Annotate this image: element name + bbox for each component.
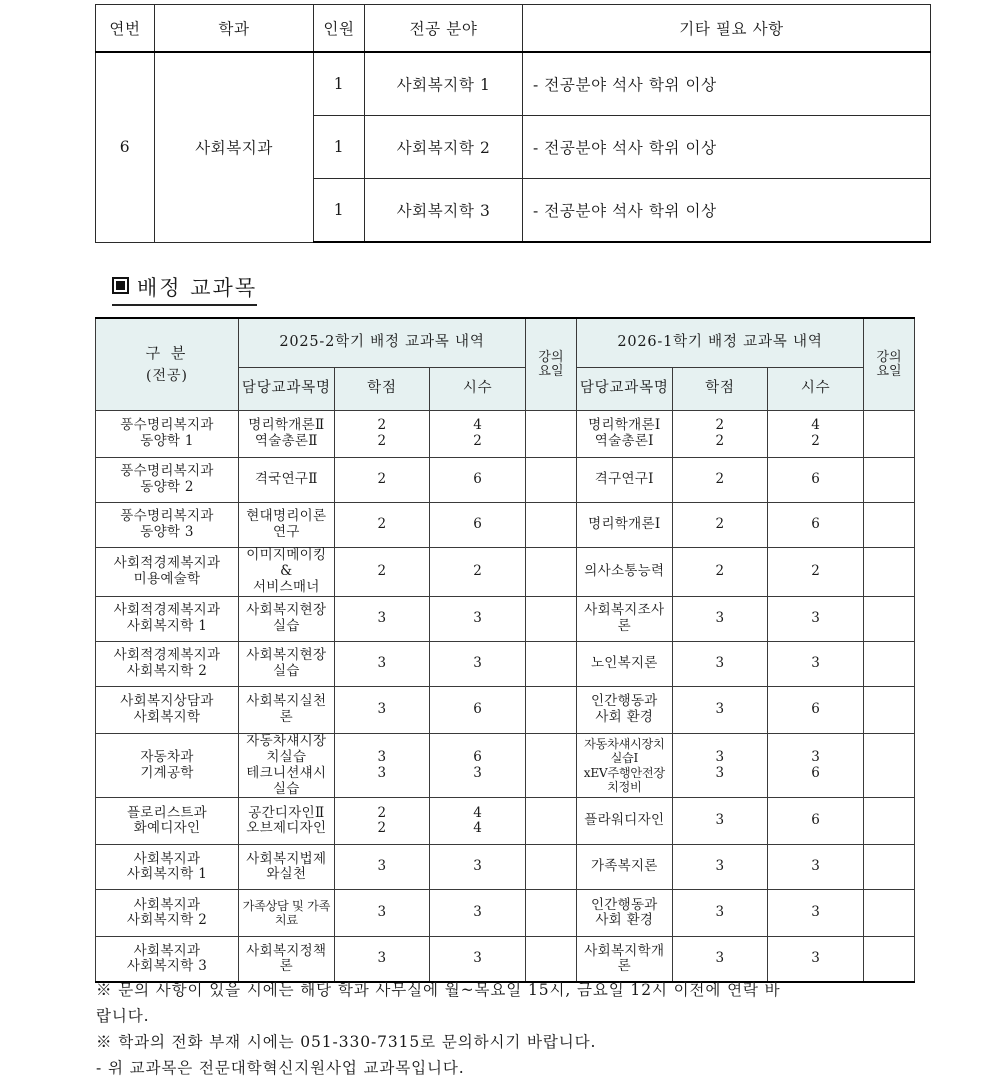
- header-cell-no: 연번: [96, 5, 155, 53]
- header-cell-division: [96, 318, 239, 411]
- cell-t2-name: 자동차섀시장치실습Ⅰ xEV주행안전장치정비: [576, 733, 672, 798]
- cell-t2-name: 노인복지론: [576, 641, 672, 686]
- header-division-line2: (전공): [146, 368, 188, 385]
- table-row: [96, 52, 931, 116]
- footnote-line: 랍니다.: [96, 1007, 150, 1026]
- cell-division: 사회복지과 사회복지학 2: [96, 890, 239, 937]
- cell-t1-day: [525, 458, 576, 503]
- cell-t1-name: 사회복지현장실습: [239, 596, 335, 641]
- cell-t1-hours: 4 2: [430, 411, 526, 458]
- cell-t1-name: 사회복지현장실습: [239, 641, 335, 686]
- cell-t2-hours: 4 2: [768, 411, 864, 458]
- footnote-line: ※ 문의 사항이 있을 시에는 해당 학과 사무실에 월~목요일 15시, 금요일 12시 이전에 연락 바: [96, 981, 781, 999]
- cell-t1-day: [525, 798, 576, 845]
- cell-t2-credit: 2: [672, 458, 768, 503]
- cell-t1-name: 사회복지정책론: [239, 937, 335, 983]
- cell-t2-day: [864, 937, 915, 983]
- cell-t1-credit: 2: [334, 503, 430, 548]
- cell-t2-name: 인간행동과 사회 환경: [576, 686, 672, 733]
- cell-division: 사회적경제복지과 미용예술학: [96, 548, 239, 597]
- header-cell-notes: 기타 필요 사항: [523, 5, 931, 53]
- cell-t1-name: 공간디자인Ⅱ 오브제디자인: [239, 798, 335, 845]
- cell-division: 사회적경제복지과 사회복지학 2: [96, 641, 239, 686]
- cell-t2-hours: 3: [768, 937, 864, 983]
- cell-t1-credit: 3: [334, 890, 430, 937]
- footnote-line: - 위 교과목은 전문대학혁신지원사업 교과목입니다.: [96, 1059, 465, 1078]
- cell-division: 사회복지과 사회복지학 1: [96, 845, 239, 890]
- cell-t1-hours: 4 4: [430, 798, 526, 845]
- cell-t1-day: [525, 411, 576, 458]
- table-row: [96, 890, 915, 937]
- footnote-line: ※ 학과의 전화 부재 시에는 051-330-7315로 문의하시기 바랍니다.: [96, 1033, 597, 1052]
- cell-t1-credit: 3: [334, 596, 430, 641]
- cell-t2-hours: 6: [768, 798, 864, 845]
- cell-t1-day: [525, 641, 576, 686]
- cell-t2-credit: 3 3: [672, 733, 768, 798]
- header-cell-dept: 학과: [155, 5, 314, 53]
- header-cell-term-2025-2: 2025-2학기 배정 교과목 내역: [239, 318, 526, 368]
- cell-t2-day: [864, 686, 915, 733]
- recruitment-table: [95, 4, 931, 243]
- cell-t2-name: 의사소통능력: [576, 548, 672, 597]
- cell-t1-credit: 3: [334, 686, 430, 733]
- cell-t2-name: 플라워디자인: [576, 798, 672, 845]
- table-header-row: [96, 5, 931, 53]
- header-cell-hours-t2: 시수: [768, 368, 864, 411]
- cell-t2-hours: 3: [768, 845, 864, 890]
- table-row: [96, 548, 915, 597]
- cell-t1-name: 명리학개론Ⅱ 역술총론Ⅱ: [239, 411, 335, 458]
- cell-t2-credit: 3: [672, 890, 768, 937]
- header-day-line1: 강의: [876, 349, 902, 365]
- table-row: [96, 411, 915, 458]
- cell-t1-day: [525, 503, 576, 548]
- cell-t2-credit: 3: [672, 641, 768, 686]
- cell-t2-credit: 2: [672, 548, 768, 597]
- cell-major: 사회복지학 2: [365, 116, 523, 179]
- header-cell-lecture-day-t1: [525, 318, 576, 411]
- header-division-line1: 구 분: [145, 343, 189, 362]
- cell-t2-day: [864, 411, 915, 458]
- cell-division: 사회적경제복지과 사회복지학 1: [96, 596, 239, 641]
- cell-t2-hours: 6: [768, 686, 864, 733]
- cell-t2-day: [864, 458, 915, 503]
- cell-t1-credit: 3: [334, 641, 430, 686]
- cell-t2-day: [864, 798, 915, 845]
- header-cell-major: 전공 분야: [365, 5, 523, 53]
- cell-t2-day: [864, 503, 915, 548]
- cell-t1-credit: 3: [334, 845, 430, 890]
- cell-t1-credit: 3 3: [334, 733, 430, 798]
- recruitment-table-header: [96, 5, 931, 53]
- cell-division: 풍수명리복지과 동양학 2: [96, 458, 239, 503]
- cell-department: 사회복지과: [155, 52, 314, 242]
- cell-t2-credit: 3: [672, 596, 768, 641]
- recruitment-table-body: [96, 52, 931, 242]
- cell-t1-credit: 2: [334, 548, 430, 597]
- cell-t1-hours: 6: [430, 686, 526, 733]
- header-day-line2: 요일: [538, 363, 564, 379]
- cell-major: 사회복지학 3: [365, 179, 523, 243]
- table-row: [96, 641, 915, 686]
- cell-t1-name: 자동차섀시장치실습 테크니션섀시실습: [239, 733, 335, 798]
- header-cell-course-name-t2: 담당교과목명: [576, 368, 672, 411]
- cell-t2-day: [864, 845, 915, 890]
- cell-division: 풍수명리복지과 동양학 1: [96, 411, 239, 458]
- cell-t2-name: 사회복지학개론: [576, 937, 672, 983]
- cell-count: 1: [314, 52, 365, 116]
- cell-t1-credit: 3: [334, 937, 430, 983]
- cell-division: 사회복지과 사회복지학 3: [96, 937, 239, 983]
- table-row: [96, 937, 915, 983]
- cell-t1-name: 현대명리이론연구: [239, 503, 335, 548]
- cell-t1-day: [525, 845, 576, 890]
- header-cell-term-2026-1: 2026-1학기 배정 교과목 내역: [576, 318, 863, 368]
- cell-t1-day: [525, 596, 576, 641]
- cell-t2-credit: 2: [672, 503, 768, 548]
- cell-t2-day: [864, 733, 915, 798]
- table-row: [96, 845, 915, 890]
- table-header-row-top: [96, 318, 915, 368]
- cell-t2-credit: 3: [672, 798, 768, 845]
- cell-t2-name: 가족복지론: [576, 845, 672, 890]
- cell-t1-hours: 6: [430, 503, 526, 548]
- cell-t1-hours: 6 3: [430, 733, 526, 798]
- cell-division: 자동차과 기계공학: [96, 733, 239, 798]
- cell-t2-day: [864, 890, 915, 937]
- header-day-line1: 강의: [538, 349, 564, 365]
- course-assignment-table: [95, 317, 915, 983]
- cell-t1-day: [525, 890, 576, 937]
- cell-t1-hours: 3: [430, 937, 526, 983]
- cell-t2-day: [864, 641, 915, 686]
- cell-t1-day: [525, 733, 576, 798]
- cell-no: 6: [96, 52, 155, 242]
- cell-t1-hours: 6: [430, 458, 526, 503]
- cell-t2-hours: 3: [768, 596, 864, 641]
- cell-t2-day: [864, 548, 915, 597]
- cell-t2-name: 명리학개론Ⅰ 역술총론Ⅰ: [576, 411, 672, 458]
- cell-t2-hours: 6: [768, 458, 864, 503]
- cell-t2-hours: 6: [768, 503, 864, 548]
- cell-count: 1: [314, 116, 365, 179]
- header-day-line2: 요일: [876, 363, 902, 379]
- table-row: [96, 458, 915, 503]
- table-row: [96, 686, 915, 733]
- header-cell-credit-t2: 학점: [672, 368, 768, 411]
- cell-t2-credit: 3: [672, 686, 768, 733]
- table-row: [96, 798, 915, 845]
- cell-t1-name: 이미지메이킹& 서비스매너: [239, 548, 335, 597]
- cell-t1-name: 사회복지법제와실천: [239, 845, 335, 890]
- header-cell-hours-t1: 시수: [430, 368, 526, 411]
- filled-square-icon: [112, 277, 129, 294]
- cell-t1-name: 격국연구Ⅱ: [239, 458, 335, 503]
- cell-t1-hours: 3: [430, 890, 526, 937]
- cell-division: 사회복지상담과 사회복지학: [96, 686, 239, 733]
- table-row: [96, 733, 915, 798]
- table-row: [96, 596, 915, 641]
- recruitment-table-container: [95, 4, 915, 243]
- cell-t2-credit: 2 2: [672, 411, 768, 458]
- cell-t1-hours: 3: [430, 596, 526, 641]
- course-table-header: [96, 318, 915, 411]
- cell-t1-hours: 2: [430, 548, 526, 597]
- cell-t2-name: 인간행동과 사회 환경: [576, 890, 672, 937]
- cell-t1-name: 사회복지실천론: [239, 686, 335, 733]
- cell-major: 사회복지학 1: [365, 52, 523, 116]
- header-cell-course-name-t1: 담당교과목명: [239, 368, 335, 411]
- course-table-container: [95, 317, 915, 983]
- cell-t1-day: [525, 686, 576, 733]
- course-table-body: [96, 411, 915, 983]
- cell-note: - 전공분야 석사 학위 이상: [523, 179, 931, 243]
- cell-t2-name: 격구연구Ⅰ: [576, 458, 672, 503]
- cell-t1-credit: 2 2: [334, 798, 430, 845]
- cell-t2-name: 사회복지조사론: [576, 596, 672, 641]
- cell-t1-hours: 3: [430, 641, 526, 686]
- cell-t2-hours: 3 6: [768, 733, 864, 798]
- cell-t1-hours: 3: [430, 845, 526, 890]
- cell-division: 풍수명리복지과 동양학 3: [96, 503, 239, 548]
- header-cell-count: 인원: [314, 5, 365, 53]
- cell-division: 플로리스트과 화예디자인: [96, 798, 239, 845]
- cell-t2-name: 명리학개론Ⅰ: [576, 503, 672, 548]
- section-heading: [112, 272, 257, 306]
- cell-t2-credit: 3: [672, 845, 768, 890]
- cell-t2-day: [864, 596, 915, 641]
- cell-t1-credit: 2: [334, 458, 430, 503]
- table-row: [96, 503, 915, 548]
- cell-note: - 전공분야 석사 학위 이상: [523, 52, 931, 116]
- header-cell-credit-t1: 학점: [334, 368, 430, 411]
- cell-t2-credit: 3: [672, 937, 768, 983]
- cell-t2-hours: 3: [768, 890, 864, 937]
- cell-count: 1: [314, 179, 365, 243]
- footnotes: [96, 978, 926, 1082]
- header-cell-lecture-day-t2: [864, 318, 915, 411]
- cell-t2-hours: 2: [768, 548, 864, 597]
- cell-t1-day: [525, 937, 576, 983]
- cell-t1-day: [525, 548, 576, 597]
- cell-note: - 전공분야 석사 학위 이상: [523, 116, 931, 179]
- cell-t1-credit: 2 2: [334, 411, 430, 458]
- section-heading-label: 배정 교과목: [137, 276, 258, 300]
- cell-t1-name: 가족상담 및 가족치료: [239, 890, 335, 937]
- cell-t2-hours: 3: [768, 641, 864, 686]
